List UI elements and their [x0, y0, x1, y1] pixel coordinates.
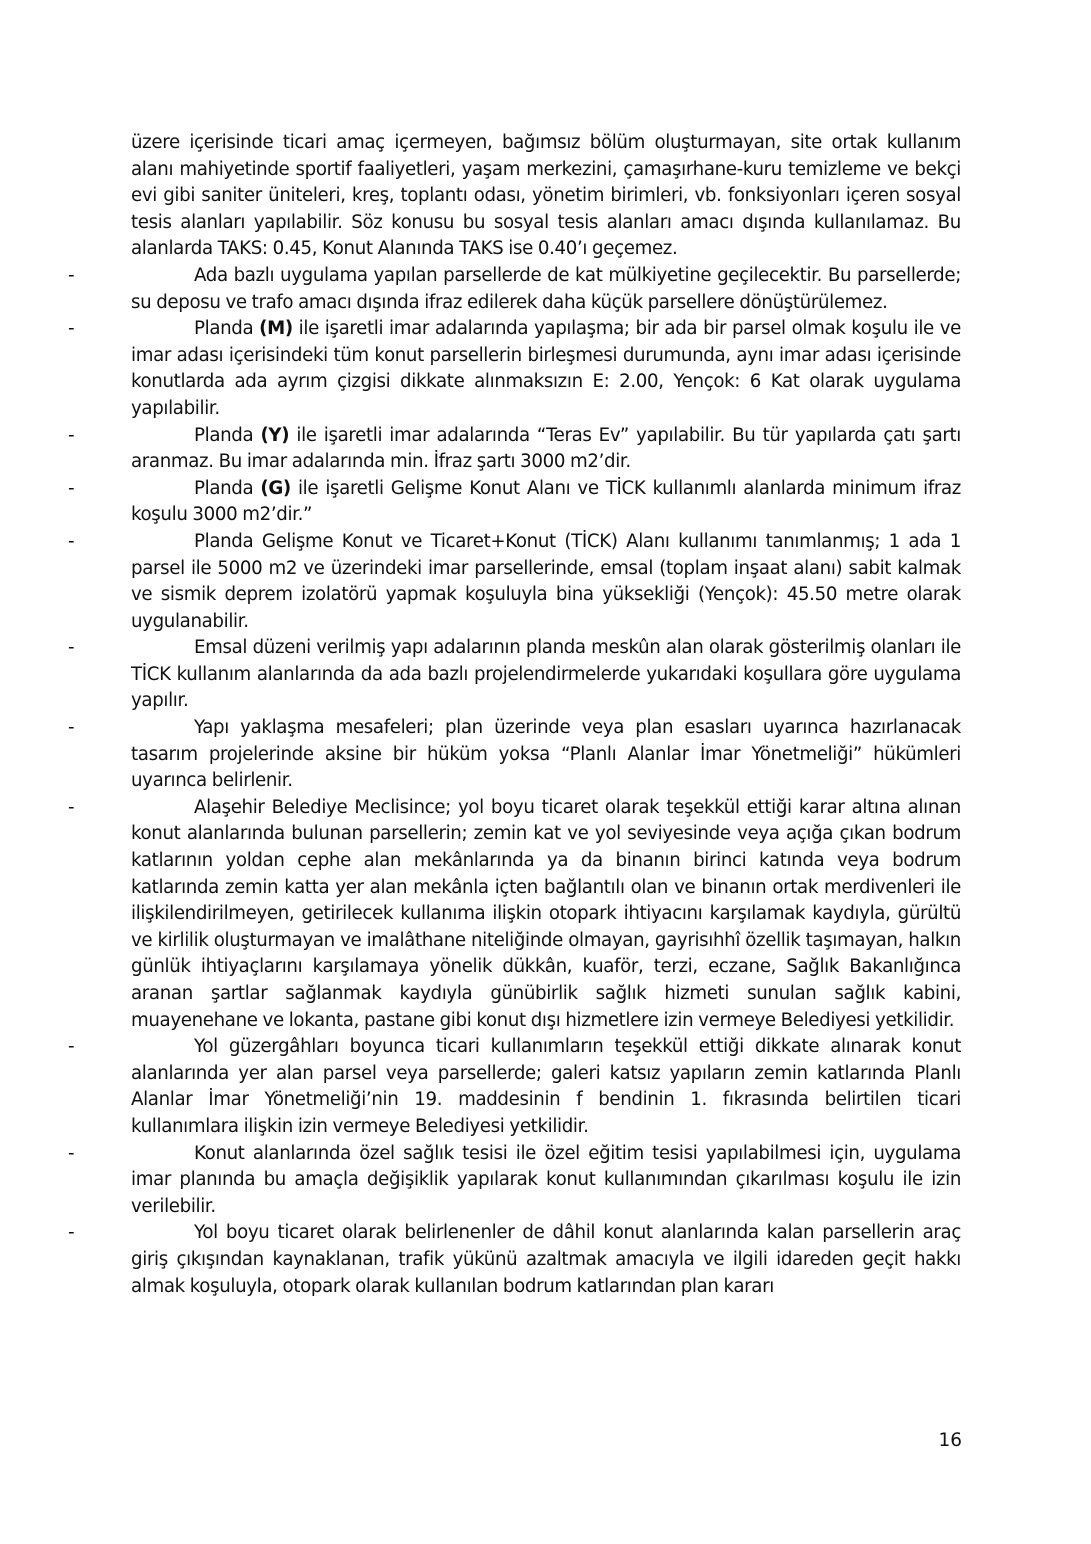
list-item: - Konut alanlarında özel sağlık tesisi ile özel eğitim tesisi yapılabilmesi için, uygulama imar planında bu amaçla değişiklik yapılarak konut kullanımından çıkarılması koşulu ile izin verilebilir.: [68, 1142, 961, 1217]
list-item: - Planda (M) ile işaretli imar adalarında yapılaşma; bir ada bir parsel olmak koşulu ile ve imar adası içerisindeki tüm konut parsellerin birleşmesi durumunda, aynı imar adası içerisinde konutlarda ada ayrım çizgisi dikkate alınmaksızın E: 2.00, Yençok: 6 Kat olarak uygulama yapılabilir.: [68, 318, 961, 419]
bullet-dash: -: [68, 637, 75, 659]
list-item: - Emsal düzeni verilmiş yapı adalarının planda meskûn alan olarak gösterilmiş olanları ile TİCK kullanım alanlarında da ada bazlı projelendirmelerde yukarıdaki koşullara göre uygulama yapılır.: [68, 637, 961, 712]
bullet-dash: -: [68, 1036, 75, 1058]
plan-code-m: (M): [259, 318, 293, 340]
list-item: - Planda (Y) ile işaretli imar adalarında “Teras Ev” yapılabilir. Bu tür yapılarda çatı şartı aranmaz. Bu imar adalarında min. İfraz şartı 3000 m2’dir.: [68, 424, 962, 473]
bullet-dash: -: [68, 318, 75, 340]
list-item: - Alaşehir Belediye Meclisince; yol boyu ticaret olarak teşekkül ettiği karar altına alınan konut alanlarında bulunan parsellerin; zemin kat ve yol seviyesinde veya açığa çıkan bodrum katlarının yoldan cephe alan mekânlarında ya da binanın birinci katında veya bodrum katlarında zemin katta yer alan mekânla içten bağlantılı olan ve binanın ortak merdivenleri ile ilişkilendirilmeyen, getirilecek kullanıma ilişkin otopark ihtiyacını karşılamak kaydıyla, gürültü ve kirlilik oluşturmayan ve imalâthane niteliğinde olmayan, gayrisıhhî özellik taşımayan, halkın günlük ihtiyaçlarını karşılamaya yönelik dükkân, kuaför, terzi, eczane, Sağlık Bakanlığınca aranan şartlar sağlanmak kaydıyla günübirlik sağlık hizmeti sunulan sağlık kabini, muayenehane ve lokanta, pastane gibi konut dışı hizmetlere izin vermeye Belediyesi yetkilidir.: [68, 796, 961, 1031]
bullet-dash: -: [68, 477, 75, 499]
bullet-dash: -: [68, 1142, 75, 1164]
intro-paragraph: üzere içerisinde ticari amaç içermeyen, bağımsız bölüm oluşturmayan, site ortak kullanım alanı mahiyetinde sportif faaliyetleri, yaşam merkezini, çamaşırhane-kuru temizleme ve bekçi evi gibi saniter üniteleri, kreş, toplantı odası, yönetim birimleri, vb. fonksiyonları içeren sosyal tesis alanları yapılabilir. Söz konusu bu sosyal tesis alanları amacı dışında kullanılamaz. Bu alanlarda TAKS: 0.45, Konut Alanında TAKS ise 0.40’ı geçemez.: [131, 132, 961, 260]
bullet-dash: -: [68, 424, 75, 446]
list-item: - Ada bazlı uygulama yapılan parsellerde de kat mülkiyetine geçilecektir. Bu parsellerde; su deposu ve trafo amacı dışında ifraz edilerek daha küçük parsellere dönüştürülemez.: [68, 264, 961, 313]
page-number: 16: [938, 1430, 962, 1451]
bullet-dash: -: [68, 530, 75, 552]
bullet-dash: -: [68, 264, 75, 286]
list-item: - Yol boyu ticaret olarak belirlenenler de dâhil konut alanlarında kalan parsellerin araç giriş çıkışından kaynaklanan, trafik yükünü azaltmak amacıyla ve ilgili idareden geçit hakkı almak koşuluyla, otopark olarak kullanılan bodrum katlarından plan kararı: [68, 1222, 961, 1297]
bullet-dash: -: [68, 1222, 75, 1244]
list-item: - Yapı yaklaşma mesafeleri; plan üzerinde veya plan esasları uyarınca hazırlanacak tasarım projelerinde aksine bir hüküm yoksa “Planlı Alanlar İmar Yönetmeliği” hükümleri uyarınca belirlenir.: [68, 717, 961, 792]
list-item: - Yol güzergâhları boyunca ticari kullanımların teşekkül ettiği dikkate alınarak konut alanlarında yer alan parsel veya parsellerde; galeri katsız yapıların zemin katlarında Planlı Alanlar İmar Yönetmeliği’nin 19. maddesinin f bendinin 1. fıkrasında belirtilen ticari kullanımlara ilişkin izin vermeye Belediyesi yetkilidir.: [68, 1036, 961, 1137]
list-item: - Planda Gelişme Konut ve Ticaret+Konut (TİCK) Alanı kullanımı tanımlanmış; 1 ada 1 parsel ile 5000 m2 ve üzerindeki imar parsellerinde, emsal (toplam inşaat alanı) sabit kalmak ve sismik deprem izolatörü yapmak koşuluyla bina yüksekliği (Yençok): 45.50 metre olarak uygulanabilir.: [68, 530, 961, 632]
plan-code-g: (G): [260, 477, 291, 499]
list-item: - Planda (G) ile işaretli Gelişme Konut Alanı ve TİCK kullanımlı alanlarda minimum ifraz koşulu 3000 m2’dir.”: [68, 477, 961, 526]
bullet-dash: -: [68, 796, 75, 818]
bullet-dash: -: [68, 717, 75, 739]
body-text: [68, 130, 962, 1300]
plan-code-y: (Y): [260, 424, 290, 446]
